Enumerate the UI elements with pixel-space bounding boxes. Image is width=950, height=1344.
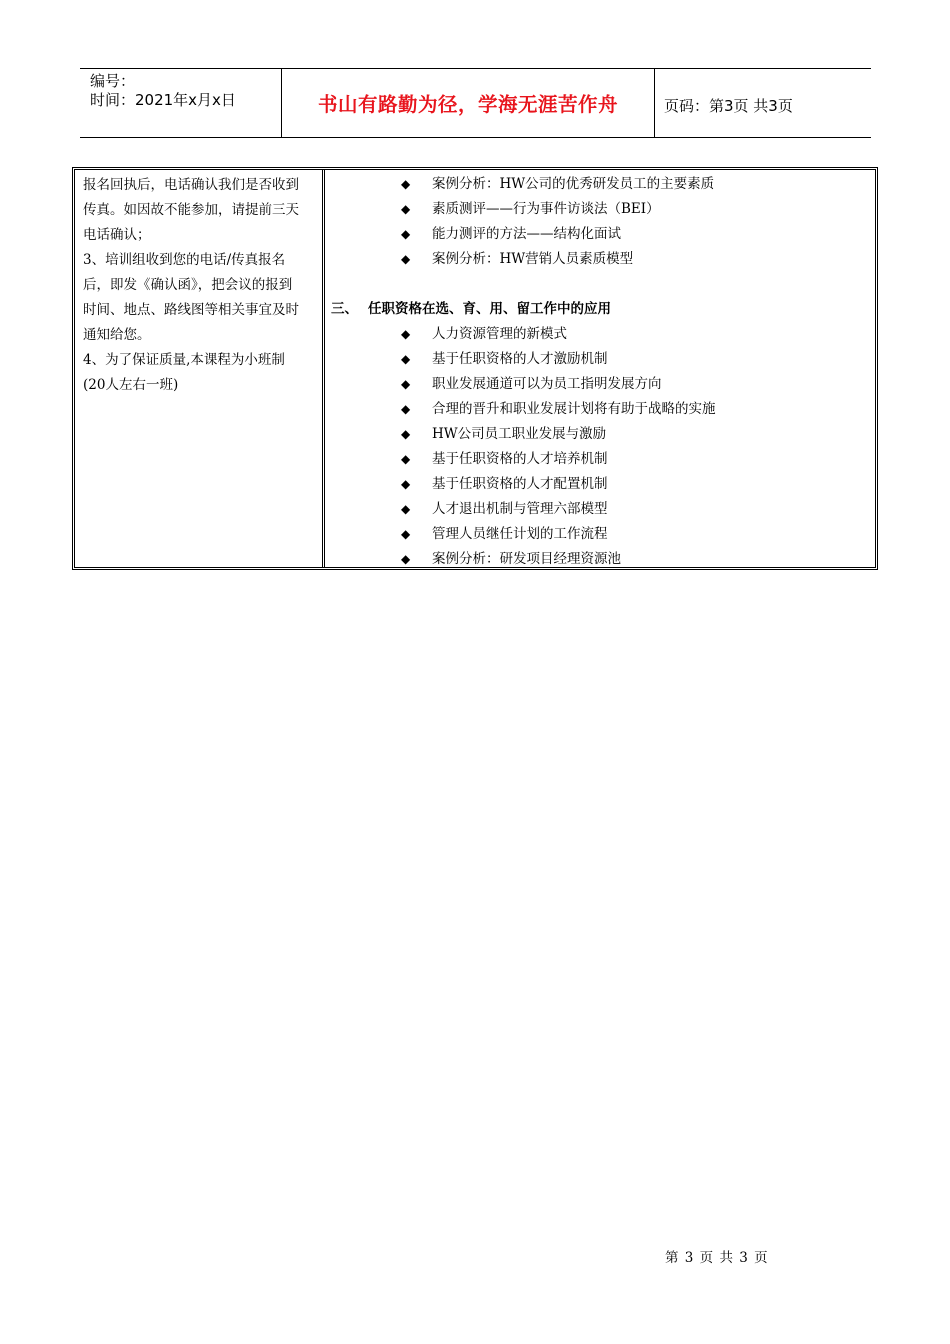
diamond-bullet-icon: ◆ xyxy=(401,327,411,341)
content-table xyxy=(72,167,878,570)
diamond-bullet-icon: ◆ xyxy=(401,202,411,216)
diamond-bullet-icon: ◆ xyxy=(401,377,411,391)
section-title: 任职资格在选、育、用、留工作中的应用 xyxy=(368,301,611,317)
header-page-code: 页码：第3页 共3页 xyxy=(664,97,793,115)
outline-item-text: 素质测评——行为事件访谈法（BEI） xyxy=(432,201,660,217)
outline-item xyxy=(331,522,871,547)
section-number: 三、 xyxy=(331,301,358,317)
outline-item-text: 基于任职资格的人才配置机制 xyxy=(432,476,608,492)
notes-line: (20人左右一班) xyxy=(83,377,179,393)
outline-item xyxy=(331,322,871,347)
notes-line: 4、为了保证质量,本课程为小班制 xyxy=(83,352,285,368)
diamond-bullet-icon: ◆ xyxy=(401,177,411,191)
outline-item-text: 合理的晋升和职业发展计划将有助于战略的实施 xyxy=(432,401,716,417)
diamond-bullet-icon: ◆ xyxy=(401,252,411,266)
outline-item-text: 基于任职资格的人才激励机制 xyxy=(432,351,608,367)
diamond-bullet-icon: ◆ xyxy=(401,402,411,416)
outline-item xyxy=(331,247,871,272)
outline-item xyxy=(331,447,871,472)
outline-item-text: 案例分析：HW公司的优秀研发员工的主要素质 xyxy=(432,176,715,192)
spacer xyxy=(331,272,871,297)
diamond-bullet-icon: ◆ xyxy=(401,452,411,466)
header-meta xyxy=(90,72,236,110)
notes-line: 通知给您。 xyxy=(83,327,151,343)
page-footer: 第 3 页 共 3 页 xyxy=(665,1250,769,1266)
outline-item xyxy=(331,372,871,397)
outline-item xyxy=(331,497,871,522)
document-number-label: 编号： xyxy=(90,72,136,90)
outline-item-text: 基于任职资格的人才培养机制 xyxy=(432,451,608,467)
diamond-bullet-icon: ◆ xyxy=(401,502,411,516)
outline-item-text: 管理人员继任计划的工作流程 xyxy=(432,526,608,542)
notes-column xyxy=(83,173,315,398)
outline-item-text: 职业发展通道可以为员工指明发展方向 xyxy=(432,376,662,392)
notes-line: 3、培训组收到您的电话/传真报名 xyxy=(83,252,286,268)
outline-item xyxy=(331,422,871,447)
diamond-bullet-icon: ◆ xyxy=(401,352,411,366)
outline-item xyxy=(331,472,871,497)
header-motto: 书山有路勤为径，学海无涯苦作舟 xyxy=(317,93,618,116)
outline-item-text: 能力测评的方法——结构化面试 xyxy=(432,226,621,242)
diamond-bullet-icon: ◆ xyxy=(401,227,411,241)
outline-item xyxy=(331,197,871,222)
outline-item xyxy=(331,547,871,572)
notes-line: 时间、地点、路线图等相关事宜及时 xyxy=(83,302,299,318)
outline-item-text: 人才退出机制与管理六部模型 xyxy=(432,501,608,517)
notes-line: 报名回执后，电话确认我们是否收到 xyxy=(83,177,299,193)
outline-item xyxy=(331,172,871,197)
outline-item-text: 案例分析：研发项目经理资源池 xyxy=(432,551,621,567)
column-divider xyxy=(322,170,325,567)
outline-item-text: 人力资源管理的新模式 xyxy=(432,326,567,342)
outline-item xyxy=(331,397,871,422)
outline-column xyxy=(331,172,871,572)
page-header xyxy=(80,68,871,138)
notes-line: 传真。如因故不能参加，请提前三天 xyxy=(83,202,299,218)
diamond-bullet-icon: ◆ xyxy=(401,552,411,566)
outline-item xyxy=(331,222,871,247)
diamond-bullet-icon: ◆ xyxy=(401,477,411,491)
outline-item-text: HW公司员工职业发展与激励 xyxy=(432,426,607,442)
notes-line: 电话确认； xyxy=(83,227,151,243)
section-heading xyxy=(331,297,871,322)
header-divider-right xyxy=(654,69,655,137)
outline-item-text: 案例分析：HW营销人员素质模型 xyxy=(432,251,634,267)
diamond-bullet-icon: ◆ xyxy=(401,527,411,541)
notes-line: 后，即发《确认函》，把会议的报到 xyxy=(83,277,293,293)
diamond-bullet-icon: ◆ xyxy=(401,427,411,441)
document-time-label: 时间：2021年x月x日 xyxy=(90,91,236,109)
outline-item xyxy=(331,347,871,372)
